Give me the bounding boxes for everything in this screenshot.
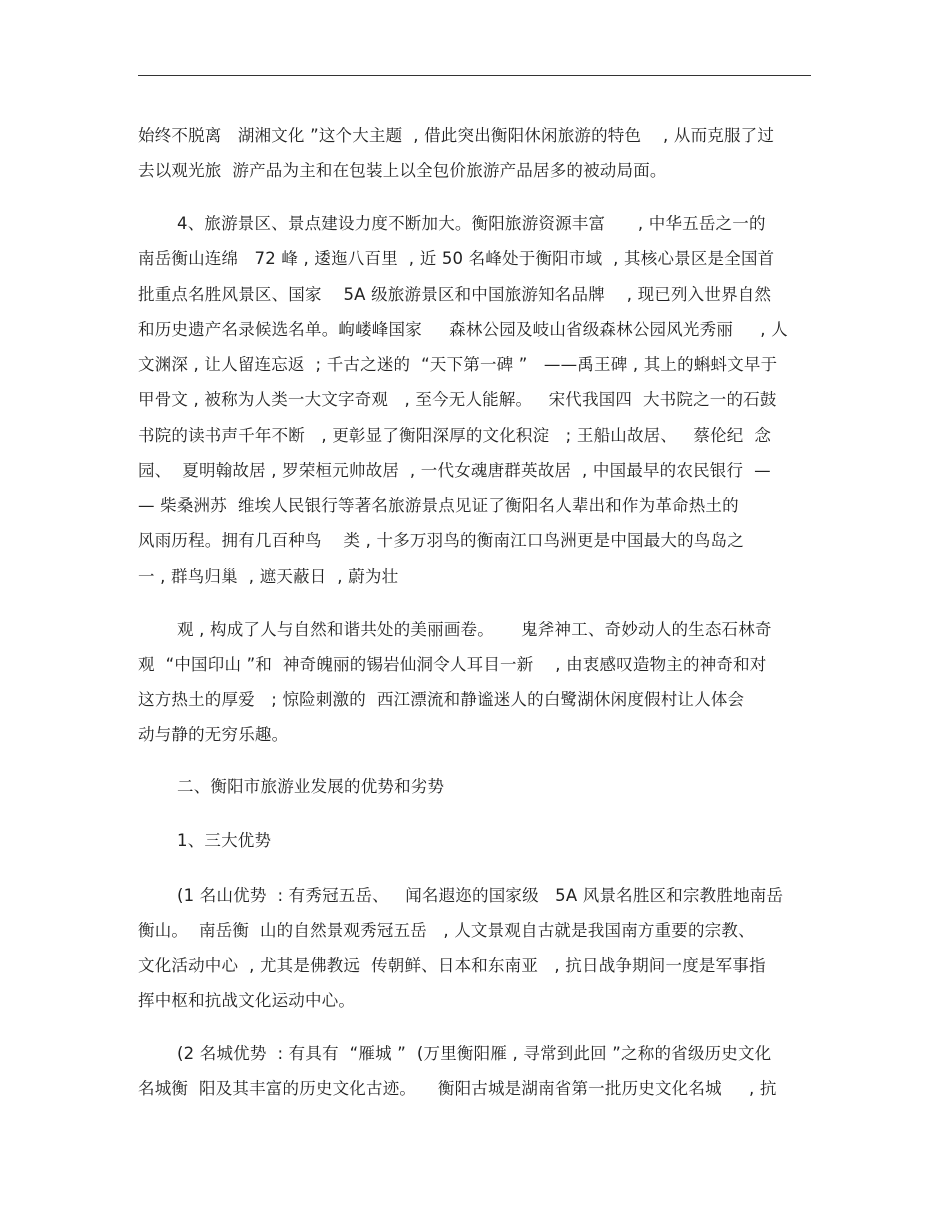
text-line: 观 “中国印山 ”和 神奇魄丽的锡岩仙洞令人耳目一新 , 由衷感叹造物主的神奇和对	[138, 655, 767, 674]
text-line: 这方热土的厚爱 ; 惊险刺激的 西江漂流和静谧迷人的白鹭湖休闲度假村让人体会	[138, 690, 745, 709]
text-line: 文化活动中心 , 尤其是佛教远 传朝鲜、日本和东南亚 , 抗日战争期间一度是军事指	[138, 956, 766, 975]
text-line: (2 名城优势 : 有具有 “雁城 ” (万里衡阳雁 , 寻常到此回 ”之称的省级历史文化	[177, 1044, 772, 1063]
text-line: 挥中枢和抗战文化运动中心。	[138, 991, 356, 1010]
text-line: 风雨历程。拥有几百种鸟 类 , 十多万羽鸟的衡南江口鸟洲更是中国最大的鸟岛之	[138, 531, 744, 550]
text-line: — 柴桑洲苏 维埃人民银行等著名旅游景点见证了衡阳名人辈出和作为革命热土的	[138, 496, 739, 515]
text-line: 书院的读书声千年不断 , 更彰显了衡阳深厚的文化积淀 ; 王船山故居、 蔡伦纪 念	[138, 426, 772, 445]
text-line: 南岳衡山连绵 72 峰 , 逶迤八百里 , 近 50 名峰处于衡阳市域 , 其核心景区是全国首	[138, 249, 775, 268]
text-line: 批重点名胜风景区、国家 5A 级旅游景区和中国旅游知名品牌 , 现已列入世界自然	[138, 285, 772, 304]
text-line: 文渊深 , 让人留连忘返 ; 千古之迷的 “天下第一碑 ” ——禹王碑 , 其上的蝌蚪文早于	[138, 355, 778, 374]
text-line: 观 , 构成了人与自然和谐共处的美丽画卷。 鬼斧神工、奇妙动人的生态石林奇	[177, 620, 772, 639]
text-line: (1 名山优势 : 有秀冠五岳、 闻名遐迩的国家级 5A 风景名胜区和宗教胜地南岳	[177, 886, 784, 905]
header-rule	[138, 75, 811, 76]
text-line: 和历史遗产名录候选名单。岣嵝峰国家 森林公园及岐山省级森林公园风光秀丽 , 人	[138, 320, 788, 339]
text-line: 一 , 群鸟归巢 , 遮天蔽日 , 蔚为壮	[138, 567, 399, 586]
text-line: 名城衡 阳及其丰富的历史文化古迹。 衡阳古城是湖南省第一批历史文化名城 , 抗	[138, 1079, 777, 1098]
text-line: 园、 夏明翰故居 , 罗荣桓元帅故居 , 一代女魂唐群英故居 , 中国最早的农民银行 —	[138, 461, 771, 480]
section-heading: 二、衡阳市旅游业发展的优势和劣势	[177, 777, 445, 796]
text-line: 4、旅游景区、景点建设力度不断加大。衡阳旅游资源丰富 , 中华五岳之一的	[177, 214, 766, 233]
text-line: 衡山。 南岳衡 山的自然景观秀冠五岳 , 人文景观自古就是我国南方重要的宗教、	[138, 921, 755, 940]
text-line: 动与静的无穷乐趣。	[138, 725, 289, 744]
text-line: 始终不脱离 湖湘文化 ”这个大主题 , 借此突出衡阳休闲旅游的特色 , 从而克服了过	[138, 126, 775, 145]
text-line: 甲骨文 , 被称为人类一大文字奇观 , 至今无人能解。 宋代我国四 大书院之一的石鼓	[138, 390, 777, 409]
subsection-heading: 1、三大优势	[177, 831, 272, 850]
text-line: 去以观光旅 游产品为主和在包装上以全包价旅游产品居多的被动局面。	[138, 161, 667, 180]
